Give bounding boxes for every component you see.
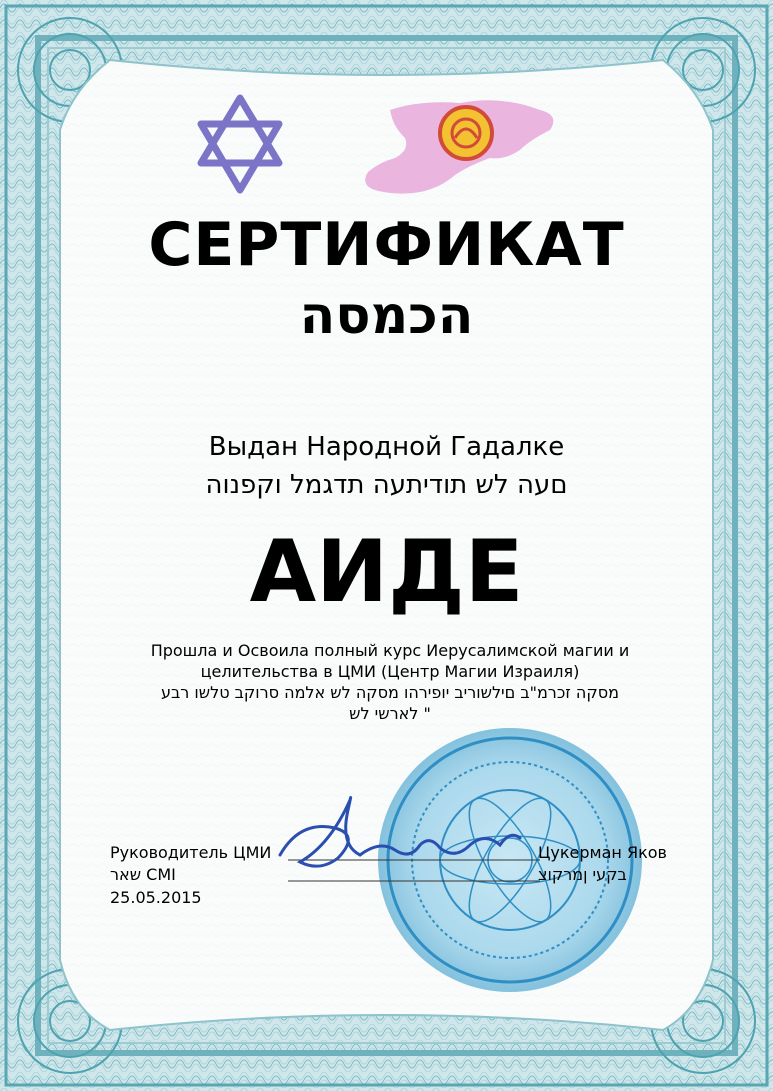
issued-line-hebrew: םעה לש תודיתעה תדגמל וקפנוה <box>205 470 568 500</box>
course-text-line: Прошла и Освоила полный курс Иерусалимской магии и <box>150 641 630 660</box>
course-text-line: целительства в ЦМИ (Центр Магии Израиля) <box>200 662 580 681</box>
course-text-hebrew-line: " לארשי לש <box>349 704 431 723</box>
issue-date: 25.05.2015 <box>110 888 202 907</box>
certificate-title: СЕРТИФИКАТ <box>148 210 625 280</box>
director-title: Руководитель ЦМИ <box>110 843 272 862</box>
certificate-title-hebrew: הכמסה <box>299 286 474 346</box>
course-text-hebrew-line: מסקה זכרמ"ב םילשוריב יופירהו מסקה לש אלמה סרוקב טלשו רבע <box>161 683 619 702</box>
director-title-hebrew: שאר CMI <box>110 865 176 884</box>
course-description <box>130 640 650 682</box>
signatory-name-hebrew: בקעי ןמרקוצ <box>538 865 627 884</box>
signatory-name: Цукерман Яков <box>538 843 667 862</box>
course-description-hebrew <box>95 682 685 724</box>
issued-line: Выдан Народной Гадалке <box>208 432 565 462</box>
recipient-name: АИДЕ <box>249 522 524 622</box>
